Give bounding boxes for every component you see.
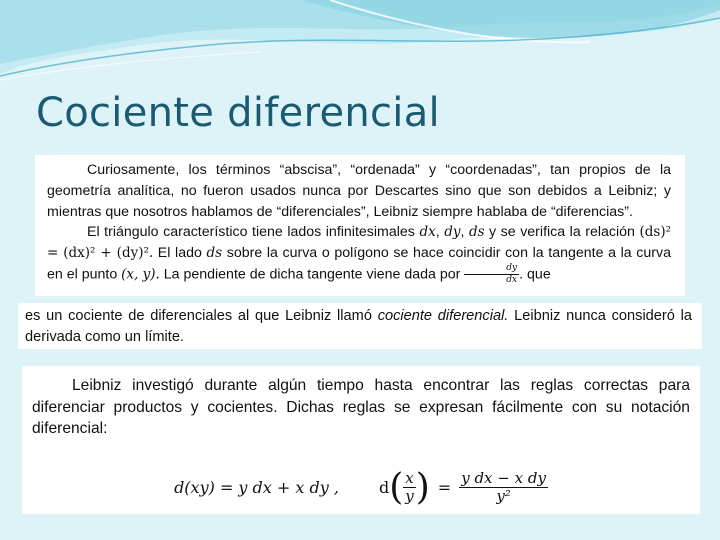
text-segment: La pendiente de dicha tangente viene dada por xyxy=(163,266,461,283)
math-dy-dx-fraction xyxy=(464,264,519,285)
paragraph-terminology: Curiosamente, los términos “abscisa”, “ordenada” y “coordenadas”, tan propios de la geometría analítica, no fueron usados nunca por Descartes sino que son debidos a Leibniz; y mientras que nosotros hablamos de “diferenciales”, Leibniz siempre hablaba de “diferencias”. xyxy=(47,162,671,220)
math-dx: dx xyxy=(419,224,436,241)
formula-quotient-rule xyxy=(378,466,548,508)
paragraph-characteristic-triangle xyxy=(47,222,671,285)
fraction-denominator: dx xyxy=(506,274,518,285)
text-segment: , xyxy=(460,224,465,241)
text-segment: El triángulo característico tiene lados infinitesimales xyxy=(87,224,415,241)
text-segment: El lado xyxy=(157,245,202,262)
fraction-numerator: y dx − x dy xyxy=(461,469,546,487)
fraction-denominator: y xyxy=(405,487,414,505)
text-segment: y se verifica la relación xyxy=(489,224,635,241)
text-segment: sobre la curva o polígono se hace coincidir con la tangente a la curva en el punto xyxy=(47,245,671,283)
paragraph-differentiation-rules: Leibniz investigó durante algún tiempo hasta encontrar las reglas correctas para diferenciar productos y cocientes. Dichas reglas se expresan fácilmente con su notación diferencial: xyxy=(32,377,690,437)
fraction-numerator: dy xyxy=(464,264,519,275)
formula-product-rule: d(xy) = y dx + x dy , xyxy=(174,477,339,497)
slide-title: Cociente diferencial xyxy=(36,90,440,136)
fraction-x-over-y xyxy=(403,471,415,504)
text-excerpt-differentiation-rules xyxy=(22,366,700,514)
text-excerpt-differential-quotient xyxy=(18,303,702,349)
fraction-denominator: y² xyxy=(496,487,511,505)
fraction-numerator: x xyxy=(403,471,415,488)
text-segment: es un cociente de diferenciales al que Leibniz llamó xyxy=(25,308,372,324)
term-cociente-diferencial: cociente diferencial. xyxy=(377,308,509,324)
text-segment: Leibniz nunca consideró la derivada como un límite. xyxy=(25,308,692,345)
right-paren: ) xyxy=(415,466,430,508)
fraction-quotient-result xyxy=(459,471,548,504)
quotient-rule-d: d xyxy=(378,477,390,497)
text-segment: . que xyxy=(519,266,551,283)
header-wave-decoration xyxy=(0,0,720,90)
math-dy: dy xyxy=(444,224,461,241)
math-point-xy: (x, y). xyxy=(121,266,160,283)
equals-sign: = xyxy=(437,477,452,497)
formula-row xyxy=(32,466,690,508)
math-ds: ds xyxy=(468,224,485,241)
paragraph-differential-quotient xyxy=(25,306,692,347)
text-segment: , xyxy=(435,224,440,241)
text-excerpt-terminology xyxy=(35,155,685,296)
math-ds: ds xyxy=(206,245,223,262)
left-paren: ( xyxy=(389,466,404,508)
math-pythagorean-relation: (ds)² = (dx)² + (dy)². xyxy=(47,224,671,262)
